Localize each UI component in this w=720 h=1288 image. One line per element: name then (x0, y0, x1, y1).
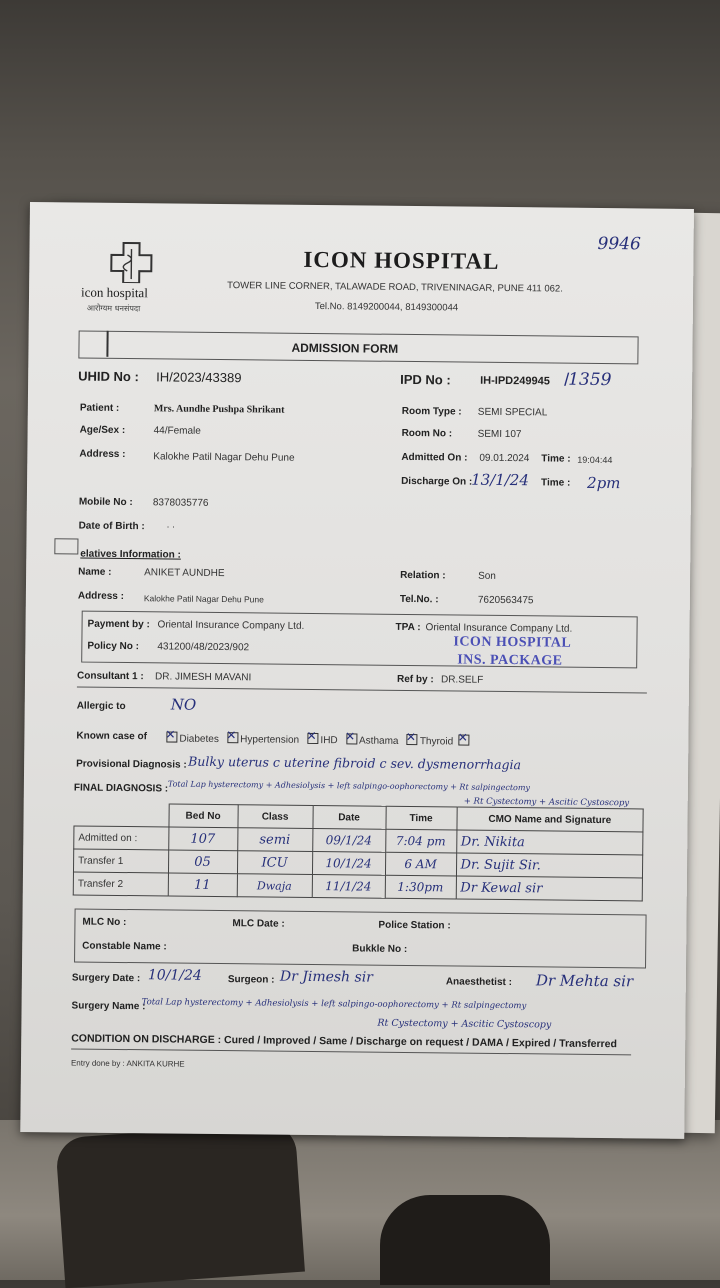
dob-value: . . (166, 519, 176, 531)
col-time: Time (385, 806, 456, 830)
consultant-value: DR. JIMESH MAVANI (154, 671, 252, 684)
admitted-time-value: 19:04:44 (577, 454, 613, 466)
asthama-checkbox[interactable] (346, 733, 357, 744)
col-class: Class (237, 805, 312, 829)
discharge-label: Discharge On : (401, 475, 473, 488)
mobile-value: 8378035776 (152, 497, 209, 509)
surgeon-value: Dr Jimesh sir (279, 968, 374, 986)
hospital-logo: icon hospital आरोग्यम धनसंपदा (77, 239, 188, 318)
ipd-handwritten: 1359 (568, 369, 612, 391)
bukkle-label: Bukkle No : (352, 943, 408, 955)
person-shoe (380, 1195, 550, 1285)
table-row: Admitted on : 107 semi 09/1/24 7:04 pm Dr. Nikita (74, 826, 643, 855)
ref-label: Ref by : (396, 673, 434, 686)
relative-name-label: Name : (78, 566, 112, 578)
ipd-value: IH-IPD249945 (480, 374, 550, 388)
ipd-label: IPD No : (400, 371, 451, 388)
room-no-label: Room No : (401, 427, 453, 440)
allergic-label: Allergic to (76, 700, 126, 713)
mlc-no-label: MLC No : (82, 916, 127, 929)
relative-address-value: Kalokhe Patil Nagar Dehu Pune (143, 593, 264, 605)
ref-value: DR.SELF (440, 674, 484, 686)
form-title: ADMISSION FORM (291, 340, 399, 356)
patient-label: Patient : (79, 402, 120, 414)
agesex-value: 44/Female (153, 425, 201, 437)
tel-label: Tel.No. : (399, 593, 439, 606)
surgeon-label: Surgeon : (227, 974, 275, 986)
provisional-label: Provisional Diagnosis : (76, 758, 187, 771)
final-diagnosis-label: FINAL DIAGNOSIS : (73, 782, 169, 795)
hospital-address: TOWER LINE CORNER, TALAWADE ROAD, TRIVENINAGAR, PUNE 411 062. (227, 280, 563, 295)
diabetes-label: Diabetes (179, 733, 219, 746)
mlc-box (74, 909, 647, 969)
final-diagnosis-value-1: Total Lap hysterectomy + Adhesiolysis + left salpingo-oophorectomy + Rt salpingectomy (167, 779, 531, 793)
anaesthetist-value: Dr Mehta sir (535, 971, 634, 991)
medical-cross-icon (101, 239, 161, 284)
hospital-phone: Tel.No. 8149200044, 8149300044 (314, 300, 459, 314)
discharge-time-value: 2pm (586, 473, 621, 493)
mlc-date-label: MLC Date : (232, 918, 285, 930)
room-no-value: SEMI 107 (477, 428, 522, 441)
bed-transfer-table (73, 802, 644, 901)
stamp-line2: INS. PACKAGE (457, 652, 563, 669)
known-case-label: Known case of (76, 730, 148, 743)
form-title-box (78, 331, 638, 365)
scribble-box (54, 538, 78, 554)
surgery-name-value-1: Total Lap hysterectomy + Adhesiolysis + left salpingo-oophorectomy + Rt salpingectomy (141, 997, 527, 1012)
table-row: Transfer 2 11 Dwaja 11/1/24 1:30pm Dr Kewal sir (73, 872, 642, 901)
final-diagnosis-value-2: + Rt Cystectomy + Ascitic Cystoscopy (463, 796, 630, 809)
thyroid-label: Thyroid (419, 736, 454, 748)
diabetes-checkbox[interactable] (166, 731, 177, 742)
hypertension-label: Hypertension (240, 734, 300, 746)
discharge-date: 13/1/24 (471, 470, 530, 490)
person-leg (55, 1122, 305, 1288)
known-case-list (166, 731, 472, 747)
table-row: Transfer 1 05 ICU 10/1/24 6 AM Dr. Sujit Sir. (73, 849, 642, 878)
allergic-value: NO (170, 695, 197, 714)
tpa-value: Oriental Insurance Company Ltd. (425, 622, 573, 635)
admitted-label: Admitted On : (401, 451, 468, 464)
dob-label: Date of Birth : (78, 520, 145, 533)
asthama-label: Asthama (358, 735, 399, 747)
policy-label: Policy No : (87, 640, 140, 653)
relation-label: Relation : (400, 569, 446, 582)
patient-name: Mrs. Aundhe Pushpa Shrikant (153, 403, 285, 416)
relation-value: Son (478, 570, 496, 582)
slash-mark: / (564, 369, 570, 390)
hospital-name: ICON HOSPITAL (303, 246, 500, 274)
provisional-value: Bulky uterus c uterine fibroid c sev. dysmenorrhagia (188, 753, 522, 773)
thyroid-checkbox[interactable] (407, 734, 418, 745)
col-bed-no: Bed No (168, 804, 237, 828)
payment-label: Payment by : (87, 618, 150, 631)
relative-address-label: Address : (77, 590, 125, 603)
admitted-value: 09.01.2024 (479, 452, 530, 465)
anaesthetist-label: Anaesthetist : (445, 976, 513, 989)
page-number: 9946 (597, 233, 641, 255)
surgery-date-value: 10/1/24 (147, 967, 202, 984)
surgery-date-label: Surgery Date : (71, 972, 141, 985)
address-value: Kalokhe Patil Nagar Dehu Pune (153, 451, 295, 464)
surgery-name-label: Surgery Name : (71, 1000, 146, 1013)
room-type-value: SEMI SPECIAL (477, 406, 548, 419)
payment-value: Oriental Insurance Company Ltd. (157, 619, 305, 632)
constable-label: Constable Name : (82, 940, 167, 953)
ihd-checkbox[interactable] (307, 733, 318, 744)
agesex-label: Age/Sex : (79, 424, 126, 437)
col-date: Date (312, 805, 385, 829)
admitted-time-label: Time : (541, 453, 571, 465)
consultant-label: Consultant 1 : (76, 670, 144, 683)
discharge-time-label: Time : (541, 477, 571, 489)
surgery-name-value-2: Rt Cystectomy + Ascitic Cystoscopy (377, 1017, 552, 1031)
entry-done-by: Entry done by : ANKITA KURHE (70, 1058, 185, 1069)
stamp-line1: ICON HOSPITAL (453, 634, 572, 651)
relative-name-value: ANIKET AUNDHE (144, 567, 225, 580)
uhid-value: IH/2023/43389 (156, 369, 242, 386)
room-type-label: Room Type : (401, 405, 462, 418)
relatives-heading: elatives Information : (80, 548, 181, 561)
extra-checkbox[interactable] (459, 735, 470, 746)
admission-form-paper (20, 202, 694, 1139)
col-cmo: CMO Name and Signature (456, 807, 643, 832)
policy-value: 431200/48/2023/902 (157, 641, 250, 654)
police-station-label: Police Station : (378, 919, 451, 932)
hypertension-checkbox[interactable] (227, 732, 238, 743)
tpa-label: TPA : (395, 621, 421, 634)
mobile-label: Mobile No : (78, 496, 133, 509)
title-mark (106, 331, 108, 357)
ihd-label: IHD (320, 735, 338, 747)
tel-value: 7620563475 (477, 594, 534, 607)
address-label: Address : (79, 448, 126, 461)
divider (77, 687, 647, 694)
uhid-label: UHID No : (78, 368, 139, 385)
condition-on-discharge: CONDITION ON DISCHARGE : Cured / Improved / Same / Discharge on request / DAMA / Expired / Transferred (71, 1032, 617, 1051)
divider (71, 1048, 631, 1055)
